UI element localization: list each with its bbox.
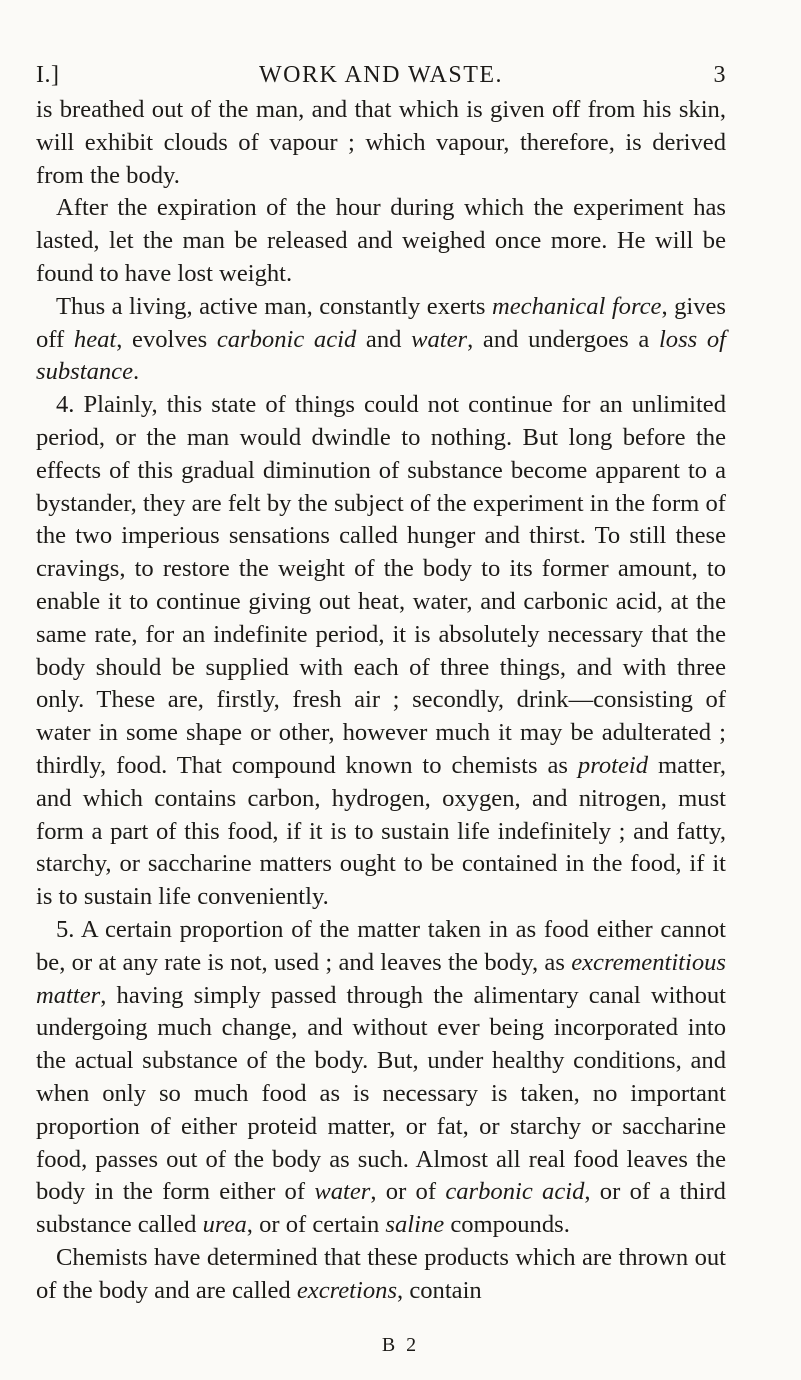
italic-term: water [314,1178,371,1206]
running-header [36,62,726,98]
paragraph [36,389,726,914]
italic-term: excrementitious matter [36,948,726,1009]
text-run: 4. Plainly, this state of things could not continue for an unlimited period, or the man would dwindle to nothing. But long before the effects of this gradual diminution of substance become apparent to a bystander, they are felt by the subject of the experiment in the form of the two imperious sensations called hunger and thirst. To still these cravings, to restore the weight of the body to its former amount, to enable it to continue giving out heat, water, and carbonic acid, at the same rate, for an indefinite period, it is absolutely necessary that the body should be supplied with each of three things, and with three only. These are, firstly, fresh air ; secondly, drink—consisting of water in some shape or other, however much it may be adulterated ; thirdly, food. That compound known to chemists as [36,391,726,779]
body-text [36,94,726,1307]
text-run: Thus a living, active man, constantly exerts [56,292,492,320]
italic-term: heat [73,325,117,353]
text-run: , or of a third substance called [36,1178,726,1239]
text-run: , or of certain [246,1211,386,1239]
text-run: matter, and which contains carbon, hydrogen, oxygen, and nitrogen, must form a part of this food, if it is to sustain life indefinitely ; and fatty, starchy, or saccharine matters ought to be contained in the food, if it is to sustain life conveniently. [36,751,726,911]
paragraph [36,914,726,1242]
text-run: and [356,325,412,353]
text-run: , contain [397,1276,482,1304]
italic-term: water [411,325,468,353]
text-run: compounds. [444,1211,570,1239]
text-run: 5. A certain proportion of the matter taken in as food either cannot be, or at any rate is not, used ; and leaves the body, as [36,915,726,976]
italic-term: saline [385,1211,445,1239]
chapter-marker: I.] [36,62,60,88]
text-run: , and undergoes a [467,325,659,353]
italic-term: carbonic acid [216,325,357,353]
text-run: , or of [370,1178,446,1206]
text-run: , having simply passed through the alimentary canal without undergoing much change, and without ever being incorporated into the actual substance of the body. But, under healthy conditions, and when only so much food as is necessary is taken, no important proportion of either proteid matter, or fat, or starchy or saccharine food, passes out of the body as such. Almost all real food leaves the body in the form either of [36,981,726,1206]
text-run: is breathed out of the man, and that which is given off from his skin, will exhibit clouds of vapour ; which vapour, therefore, is derived from the body. [36,96,726,189]
text-run: , gives off [36,292,726,353]
italic-term: loss of substance [36,325,726,386]
italic-term: proteid [577,751,649,779]
text-run: , evolves [116,325,217,353]
paragraph [36,1242,726,1308]
text-run: After the expiration of the hour during which the experiment has lasted, let the man be released and weighed once more. He will be found to have lost weight. [36,194,726,287]
running-title: WORK AND WASTE. [258,62,504,88]
paragraph [36,291,726,389]
italic-term: excretions [296,1276,398,1304]
italic-term: mechanical force [491,292,662,320]
text-run: Chemists have determined that these products which are thrown out of the body and are called [36,1243,726,1304]
paragraph [36,94,726,192]
italic-term: carbonic acid [445,1178,585,1206]
paragraph [36,192,726,290]
italic-term: urea [202,1211,247,1239]
text-run: . [133,358,140,386]
page-number: 3 [713,62,726,88]
signature-mark: B 2 [381,1334,420,1356]
